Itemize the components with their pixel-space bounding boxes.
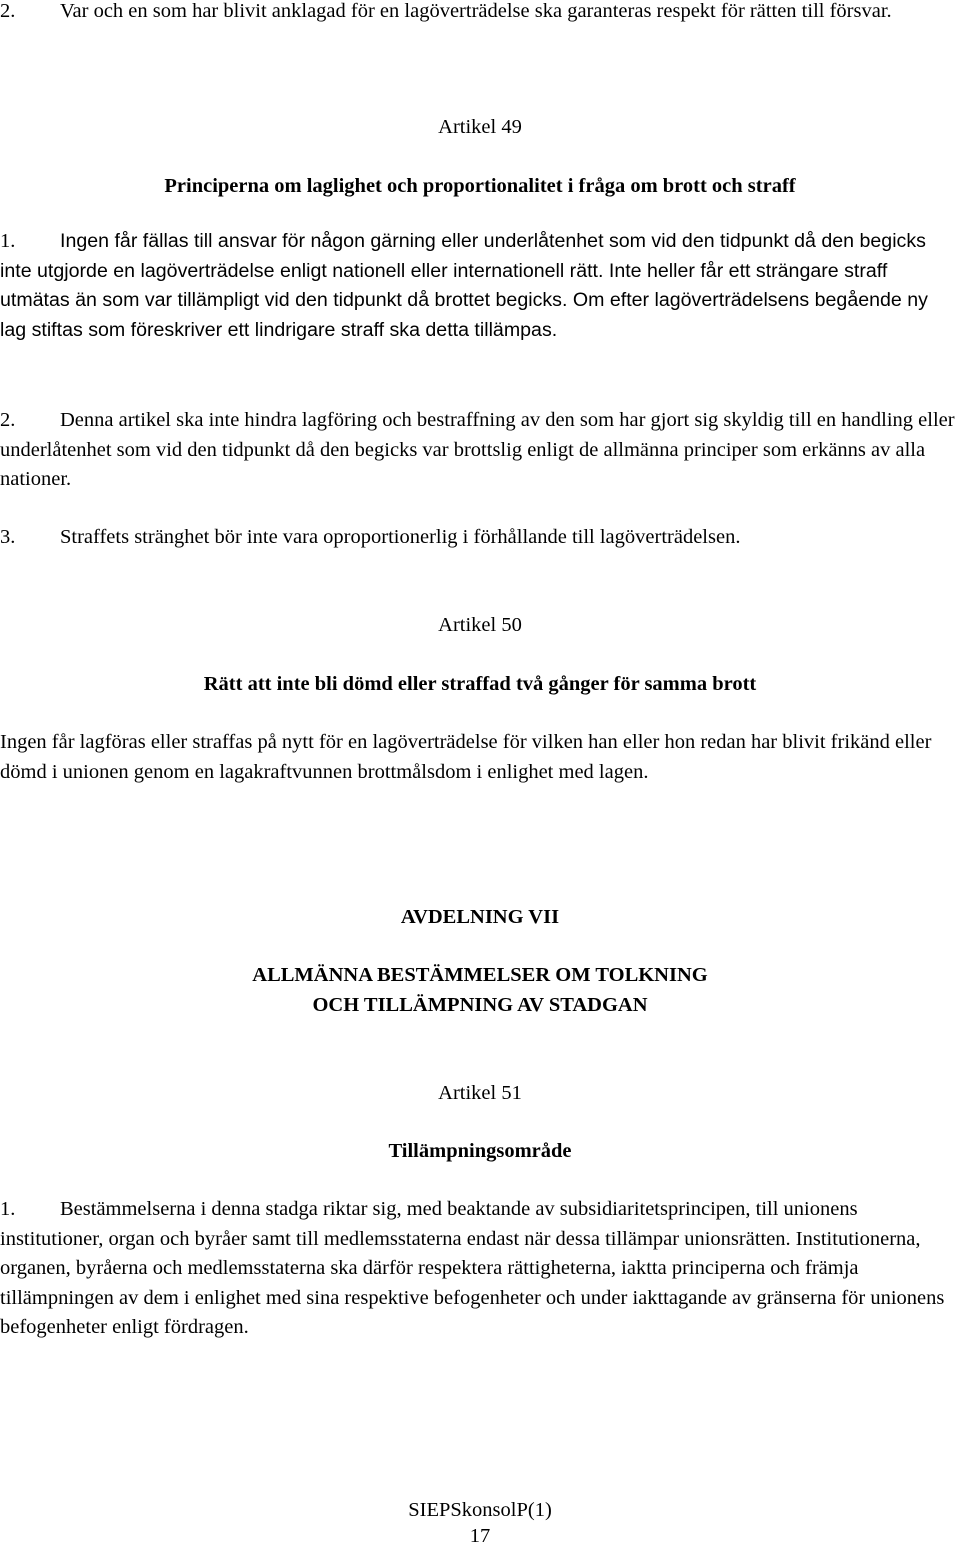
division-heading: AVDELNING VII — [400, 906, 560, 928]
paragraph-text: Denna artikel ska inte hindra lagföring och bestraffning av den som har gjort sig skyldig till en handling eller underlåtenhet som vid den tidpunkt då den begicks var brottslig enligt de allmänna principer som erkänns av alla nationer. — [0, 409, 955, 490]
paragraph-text: Var och en som har blivit anklagad för en lagöverträdelse ska garanteras respekt för rätten till försvar. — [60, 0, 892, 22]
article-49-paragraph-2 — [0, 406, 956, 495]
article-51-heading: Artikel 51 — [438, 1082, 522, 1104]
article-49-paragraph-1 — [0, 227, 956, 345]
article-49-heading: Artikel 49 — [438, 116, 522, 138]
article-51-paragraph-1 — [0, 1195, 956, 1343]
paragraph-number: 2. — [0, 409, 16, 431]
paragraph-text: Bestämmelserna i denna stadga riktar sig, med beaktande av subsidiaritetsprincipen, till unionens institutioner, organ och byråer samt till medlemsstaterna endast när dessa tillämpar unionsrätten. Institutionerna, organen, byråerna och medlemsstaterna ska därför respektera rättigheterna, iaktta principerna och främja tillämpningen av dem i enlighet med sina respektive befogenheter och under iakttagande av gränserna för unionens befogenheter enligt fördragen. — [0, 1198, 945, 1338]
footer-document-reference: SIEPSkonsolP(1) — [408, 1499, 552, 1521]
article-50-heading: Artikel 50 — [438, 614, 522, 636]
paragraph-text: Ingen får fällas till ansvar för någon gärning eller underlåtenhet som vid den tidpunkt då den begicks inte utgjorde en lagöverträdelse enligt nationell eller internationell rätt. Inte heller får ett strängare straff utmätas än som var tillämpligt vid den tidpunkt då brottet begicks. Om efter lagöverträdelsens begående ny lag stiftas som föreskriver ett lindrigare straff ska detta tillämpas. — [0, 230, 928, 341]
footer-page-number: 17 — [469, 1525, 491, 1547]
article-48-paragraph-2 — [0, 0, 956, 27]
article-50-text: Ingen får lagföras eller straffas på nytt för en lagöverträdelse för vilken han eller hon redan har blivit frikänd eller dömd i unionen genom en lagakraftvunnen brottmålsdom i enlighet med lagen. — [0, 731, 932, 783]
paragraph-number: 2. — [0, 0, 16, 22]
paragraph-number: 1. — [0, 230, 16, 252]
paragraph-number: 3. — [0, 526, 16, 548]
article-49-title: Principerna om laglighet och proportionalitet i fråga om brott och straff — [164, 175, 796, 197]
article-51-title: Tillämpningsområde — [388, 1140, 572, 1162]
paragraph-number: 1. — [0, 1198, 16, 1220]
division-title-line-1: ALLMÄNNA BESTÄMMELSER OM TOLKNING — [252, 964, 708, 986]
article-50-title: Rätt att inte bli dömd eller straffad två gånger för samma brott — [203, 673, 757, 695]
division-title-line-2: OCH TILLÄMPNING AV STADGAN — [312, 994, 648, 1016]
article-49-paragraph-3 — [0, 523, 956, 553]
paragraph-text: Straffets stränghet bör inte vara oproportionerlig i förhållande till lagöverträdelsen. — [60, 526, 741, 548]
